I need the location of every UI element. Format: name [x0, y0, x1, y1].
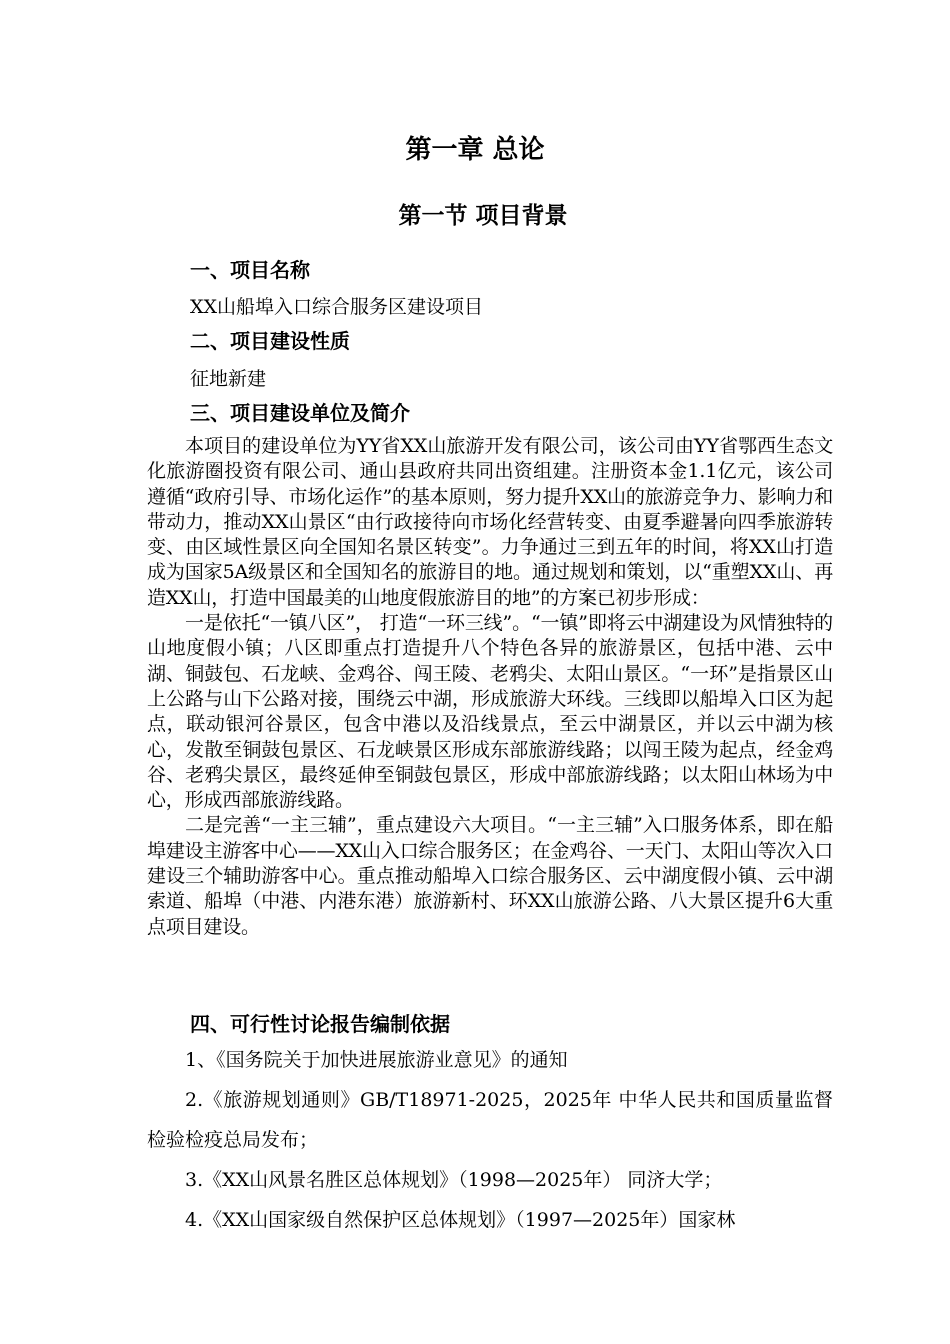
section-title: 第一节 项目背景 — [398, 203, 568, 229]
construction-nature-text: 征地新建 — [190, 368, 267, 390]
intro-body — [147, 434, 833, 940]
reference-item: 2.《旅游规划通则》GB/T18971-2025，2025年 中华人民共和国质量监督检验检疫总局发布； — [147, 1089, 833, 1151]
heading-compilation-basis: 四、可行性讨论报告编制依据 — [190, 1012, 450, 1036]
heading-construction-nature: 二、项目建设性质 — [190, 329, 350, 353]
project-name-text: XX山船埠入口综合服务区建设项目 — [190, 296, 484, 318]
reference-item: 1、《国务院关于加快进展旅游业意见》的通知 — [185, 1049, 568, 1071]
reference-list — [147, 1040, 833, 1240]
chapter-title: 第一章 总论 — [405, 135, 545, 165]
intro-paragraph: 本项目的建设单位为YY省XX山旅游开发有限公司，该公司由YY省鄂西生态文化旅游圈投资有限公司、通山县政府共同出资组建。注册资本金1.1亿元，该公司遵循“政府引导、市场化运作”的基本原则，努力提升XX山的旅游竞争力、影响力和带动力，推动XX山景区“由行政接待向市场化经营转变、由夏季避暑向四季旅游转变、由区域性景区向全国知名景区转变”。力争通过三到五年的时间，将XX山打造成为国家5A级景区和全国知名的旅游目的地。通过规划和策划，以“重塑XX山、再造XX山，打造中国最美的山地度假旅游目的地”的方案已初步形成： — [147, 435, 833, 609]
reference-item: 4.《XX山国家级自然保护区总体规划》（1997—2025年）国家林 — [185, 1209, 736, 1231]
heading-construction-unit: 三、项目建设单位及简介 — [190, 401, 410, 425]
reference-item: 3.《XX山风景名胜区总体规划》（1998—2025年） 同济大学； — [185, 1169, 723, 1191]
intro-paragraph: 二是完善“一主三辅”，重点建设六大项目。“一主三辅”入口服务体系，即在船埠建设主游客中心——XX山入口综合服务区；在金鸡谷、一天门、太阳山等次入口建设三个辅助游客中心。重点推动船埠入口综合服务区、云中湖度假小镇、云中湖索道、船埠（中港、内港东港）旅游新村、环XX山旅游公路、八大景区提升6大重点项目建设。 — [147, 814, 833, 938]
intro-paragraph: 一是依托“一镇八区”， 打造“一环三线”。“一镇”即将云中湖建设为风情独特的山地度假小镇；八区即重点打造提升八个特色各异的旅游景区，包括中港、云中湖、铜鼓包、石龙峡、金鸡谷、闯王陵、老鸦尖、太阳山景区。“一环”是指景区山上公路与山下公路对接，围绕云中湖，形成旅游大环线。三线即以船埠入口区为起点，联动银河谷景区，包含中港以及沿线景点，至云中湖景区，并以云中湖为核心，发散至铜鼓包景区、石龙峡景区形成东部旅游线路；以闯王陵为起点，经金鸡谷、老鸦尖景区，最终延伸至铜鼓包景区，形成中部旅游线路；以太阳山林场为中心，形成西部旅游线路。 — [147, 612, 833, 812]
heading-project-name: 一、项目名称 — [190, 258, 310, 282]
